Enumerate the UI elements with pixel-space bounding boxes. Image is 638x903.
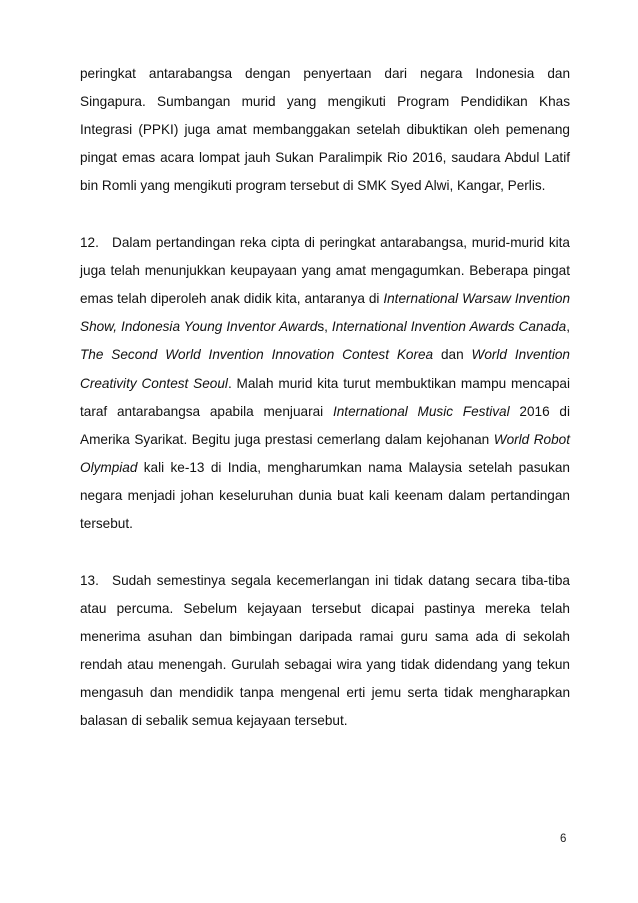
text-segment: dan (433, 347, 472, 363)
text-segment: Dalam pertandingan reka cipta di peringkat antarabangsa, murid-murid kita juga telah menunjukkan keupayaan yang amat mengagumkan. Beberapa pingat emas telah diperoleh anak didik kita, antaranya di (80, 235, 570, 307)
paragraph (80, 567, 570, 736)
text-segment: 2016 di Amerika Syarikat. Begitu juga prestasi cemerlang dalam kejohanan (80, 403, 570, 447)
text-segment: Sudah semestinya segala kecemerlangan ini tidak datang secara tiba-tiba atau percuma. Sebelum kejayaan tersebut dicapai pastinya mereka telah menerima asuhan dan bimbingan daripada ramai guru sama ada di sekolah rendah atau menengah. Gurulah sebagai wira yang tidak didendang yang tekun mengasuh dan mendidik tanpa mengenal erti jemu serta tidak mengharapkan balasan di sebalik semua kejayaan tersebut. (80, 572, 570, 729)
text-segment: s, (317, 319, 332, 335)
italic-text-segment: International Invention Awards Canada (331, 319, 567, 335)
italic-text-segment: International Warsaw Invention Show, Indonesia Young Inventor Award (80, 291, 570, 335)
paragraph (80, 229, 570, 538)
paragraph-number: 13. (80, 572, 99, 588)
text-segment: peringkat antarabangsa dengan penyertaan dari negara Indonesia dan Singapura. Sumbangan murid yang mengikuti Program Pendidikan Khas Integrasi (PPKI) juga amat membanggakan setelah dibuktikan oleh pemenang pingat emas acara lompat jauh Sukan Paralimpik Rio 2016, saudara Abdul Latif bin Romli yang mengikuti program tersebut di SMK Syed Alwi, Kangar, Perlis. (80, 66, 570, 194)
paragraph (80, 60, 570, 200)
text-segment: kali ke-13 di India, mengharumkan nama Malaysia setelah pasukan negara menjadi johan keseluruhan dunia buat kali keenam dalam pertandingan tersebut. (80, 459, 570, 531)
italic-text-segment: World Invention Creativity Contest Seoul (80, 347, 570, 391)
text-segment: , (566, 319, 570, 335)
body-text (80, 60, 570, 735)
italic-text-segment: World Robot Olympiad (80, 431, 570, 475)
text-segment: . Malah murid kita turut membuktikan mampu mencapai taraf antarabangsa apabila menjuarai (80, 375, 570, 419)
italic-text-segment: The Second World Invention Innovation Contest Korea (80, 347, 434, 363)
italic-text-segment: International Music Festival (332, 403, 510, 419)
page-number: 6 (560, 833, 567, 845)
paragraph-number: 12. (80, 235, 99, 251)
